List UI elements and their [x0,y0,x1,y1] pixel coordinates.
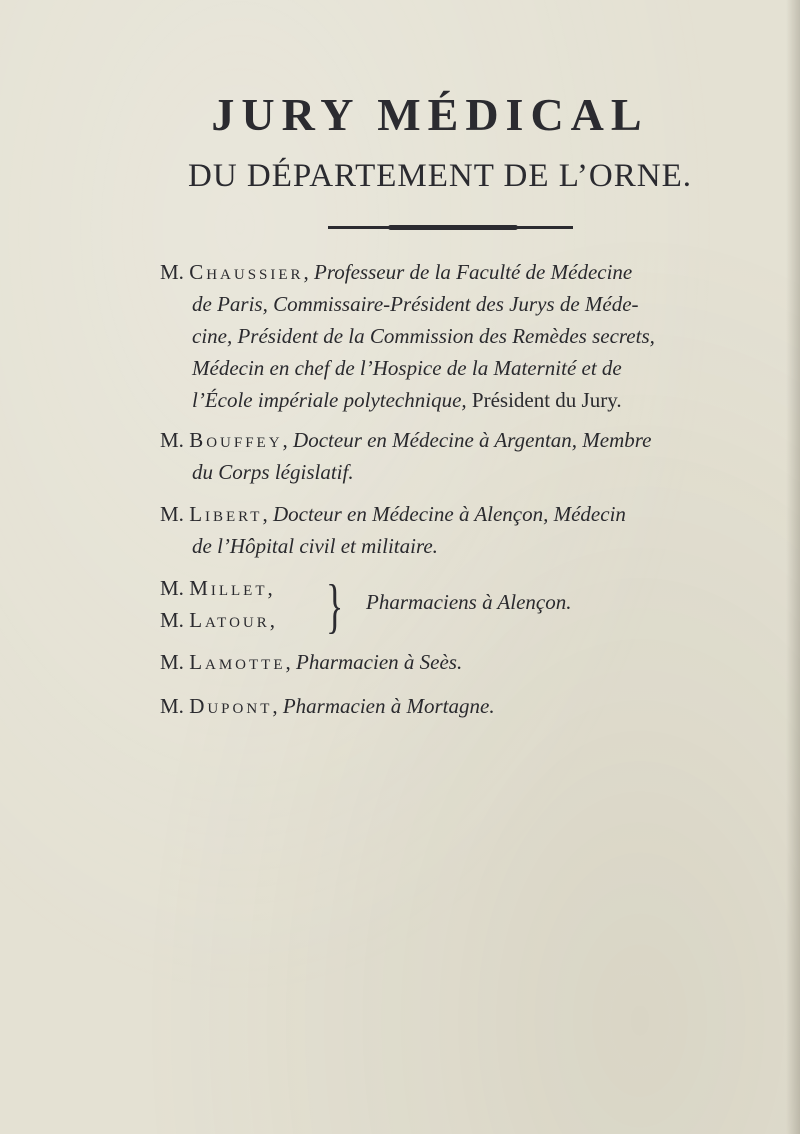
entry-prefix: M. [160,650,184,674]
entry-description: cine, Président de la Commission des Remèdes secrets, [192,324,655,348]
entry-name: Lamotte [189,650,286,674]
entry-role: Pharmacien à Seès. [296,650,463,674]
group-role: Pharmaciens à Alençon. [366,590,572,614]
entry-description: du Corps législatif. [192,460,354,484]
entry-millet: M. Millet, [160,576,273,600]
entry-description: de Paris, Commissaire-Président des Jurys de Méde- [192,292,639,316]
entry-dupont: M. Dupont, Pharmacien à Mortagne. [160,694,495,718]
entry-lamotte: M. Lamotte, Pharmacien à Seès. [160,650,463,674]
entry-prefix: M. [160,576,184,600]
entry-libert: M. Libert, Docteur en Médecine à Alençon, Médecin de l’Hôpital civil et militaire. [160,498,760,562]
entry-name: Libert [189,502,263,526]
entry-prefix: M. [160,502,184,526]
entry-role: Président du Jury. [471,388,622,412]
entry-latour: M. Latour, [160,608,275,632]
entry-description: l’École impériale polytechnique, [192,388,467,412]
entry-bouffey: M. Bouffey, Docteur en Médecine à Argentan, Membre du Corps législatif. [160,424,760,488]
grouping-brace: } [326,573,344,639]
entry-name: Millet [189,576,268,600]
entry-chaussier: M. Chaussier, Professeur de la Faculté de Médecine de Paris, Commissaire-Président des Jurys de Méde- cine, Président de la Commission des Remèdes secrets, Médecin en chef de l’Hospice de la Maternité et de l’École impériale polytechnique, Président du Jury. [160,256,760,416]
entry-description: Docteur en Médecine à Argentan, Membre [293,428,652,452]
entry-prefix: M. [160,260,184,284]
page-subtitle: DU DÉPARTEMENT DE L’ORNE. [188,158,692,194]
entry-prefix: M. [160,428,184,452]
decorative-rule [328,226,573,229]
entry-name: Dupont [189,694,273,718]
entry-prefix: M. [160,608,184,632]
entry-role: Pharmacien à Mortagne. [282,694,495,718]
entry-name: Chaussier [189,260,304,284]
entry-name: Latour [189,608,270,632]
entry-prefix: M. [160,694,184,718]
entry-name: Bouffey [189,428,283,452]
page-title: JURY MÉDICAL [211,89,649,140]
entry-description: Médecin en chef de l’Hospice de la Maternité et de [192,356,622,380]
entry-description: de l’Hôpital civil et militaire. [192,534,438,558]
entry-description: Docteur en Médecine à Alençon, Médecin [272,502,626,526]
entry-description: Professeur de la Faculté de Médecine [314,260,633,284]
